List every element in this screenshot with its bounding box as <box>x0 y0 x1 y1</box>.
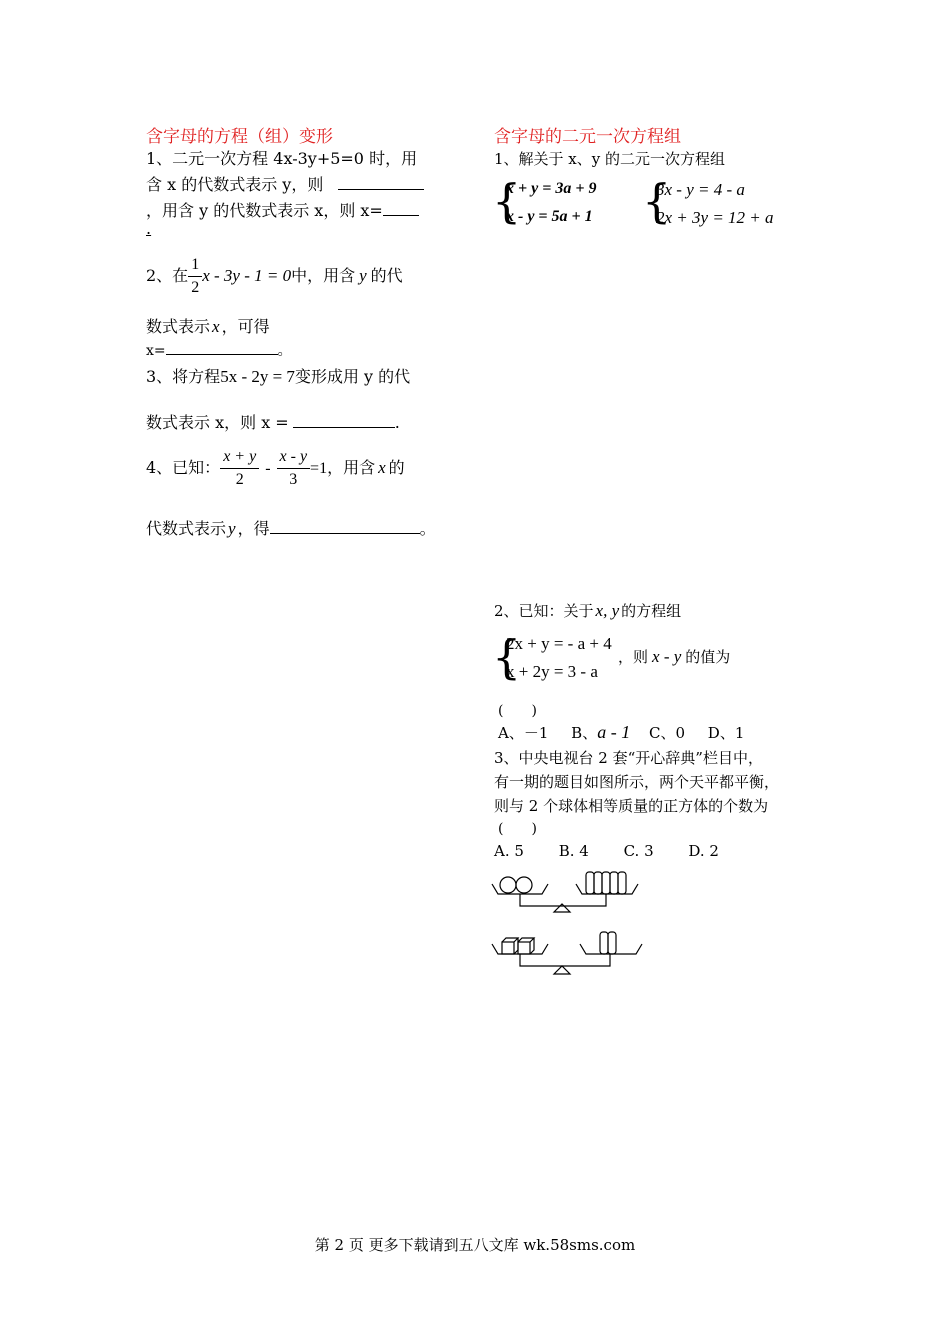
rq2-line1: 2、已知：关于 x, y 的方程组 <box>494 601 682 620</box>
q4-line2: 代数式表示 y ，得 。 <box>146 516 436 542</box>
rq2-brace: { <box>492 630 522 684</box>
rq3-option-d[interactable]: D. 2 <box>688 842 719 860</box>
q1-blank-x <box>383 198 419 216</box>
q3-line2: 数式表示 x，则 x = . <box>146 410 400 436</box>
q4-fraction-2: $\frac{x - y}{3}$ <box>277 446 311 491</box>
sys2-eq1: 3x - y = 4 - a <box>656 180 745 199</box>
rq3-option-c[interactable]: C. 3 <box>623 842 654 860</box>
q4-blank <box>270 516 420 534</box>
rq2-option-c[interactable]: C、0 <box>648 724 686 742</box>
q2-var2: x <box>212 317 220 336</box>
rq2-eq2: x + 2y = 3 - a <box>506 662 598 681</box>
rq2-option-d[interactable]: D、1 <box>707 724 745 742</box>
rq3-paren: ( ) <box>498 821 537 837</box>
rq2-then: ，则 x - y 的值为 <box>618 647 731 666</box>
q1-line2 <box>146 172 424 198</box>
rq2-option-b[interactable]: B、 <box>571 724 598 742</box>
q3-blank <box>293 410 395 428</box>
q2-blank <box>166 341 278 355</box>
q2-prefix: 2、在 <box>146 266 189 285</box>
rq3-options <box>494 842 719 860</box>
rq2-option-a[interactable]: A、－1 <box>498 724 549 742</box>
sys2-brace: { <box>642 174 672 228</box>
q1-line3-text: ，用含 y 的代数式表示 x，则 x= <box>146 201 383 220</box>
q2-equation: x - 3y - 1 = 0 <box>202 266 292 285</box>
q4-var2: y <box>228 519 236 538</box>
sys1-brace: { <box>492 174 522 228</box>
left-section-title: 含字母的方程（组）变形 <box>146 127 333 147</box>
rq2-expr: x - y <box>652 647 682 666</box>
rq3-option-a[interactable]: A. 5 <box>494 842 524 860</box>
rq2-options: A、－1 B、a - 1 C、0 D、1 <box>498 722 745 742</box>
q4-var: x <box>378 458 386 477</box>
rq2-vars: x, y <box>595 601 620 620</box>
page-footer: 第 2 页 更多下载请到五八文库 wk.58sms.com <box>314 1236 636 1254</box>
q2-line2: 数式表示 x ，可得 <box>146 317 270 336</box>
q1-line2-text: 含 x 的代数式表示 y，则 <box>146 175 324 194</box>
sys1-eq2: x - y = 5a + 1 <box>506 208 593 225</box>
q1-line4: . <box>146 219 152 238</box>
q2-suffix: 的代 <box>370 266 403 285</box>
balance-scale-1 <box>488 866 648 914</box>
q2-var: y <box>359 266 367 285</box>
rq3-line2: 有一期的题目如图所示，两个天平都平衡， <box>494 773 780 791</box>
rq3-line3: 则与 2 个球体相等质量的正方体的个数为 <box>494 797 769 815</box>
sys1-eq1: x + y = 3a + 9 <box>506 180 597 197</box>
q2-line1 <box>146 254 403 304</box>
q1-blank-y <box>338 172 424 190</box>
rq1-text: 1、解关于 x、y 的二元一次方程组 <box>494 150 726 168</box>
q4-line1: 4、已知： $\frac{x + y}{2}$ - $\frac{x - y}{3}$ =1，用含 x 的 <box>146 446 405 496</box>
sys2-eq2: 2x + 3y = 12 + a <box>656 208 774 227</box>
q3-line1: 3、将方程5x - 2y = 7变形成用 y 的代 <box>146 367 411 386</box>
rq2-eq1: 2x + y = - a + 4 <box>506 634 612 653</box>
rq2-paren: ( ) <box>498 703 537 719</box>
balance-scale-2 <box>488 926 648 976</box>
q1-line1: 1、二元一次方程 4x-3y+5=0 时，用 <box>146 149 418 168</box>
q3-equation: 5x - 2y = 7 <box>220 367 295 386</box>
q1-line3 <box>146 198 419 224</box>
q4-fraction-1: $\frac{x + y}{2}$ <box>220 446 259 491</box>
q2-line3: x= 。 <box>146 343 292 359</box>
q2-mid: 中，用含 <box>291 266 356 285</box>
q2-fraction: $\frac{1}{2}$ <box>188 254 202 299</box>
right-section-title: 含字母的二元一次方程组 <box>494 127 681 147</box>
rq3-line1: 3、中央电视台 2 套“开心辞典”栏目中， <box>494 749 763 767</box>
rq3-option-b[interactable]: B. 4 <box>558 842 589 860</box>
